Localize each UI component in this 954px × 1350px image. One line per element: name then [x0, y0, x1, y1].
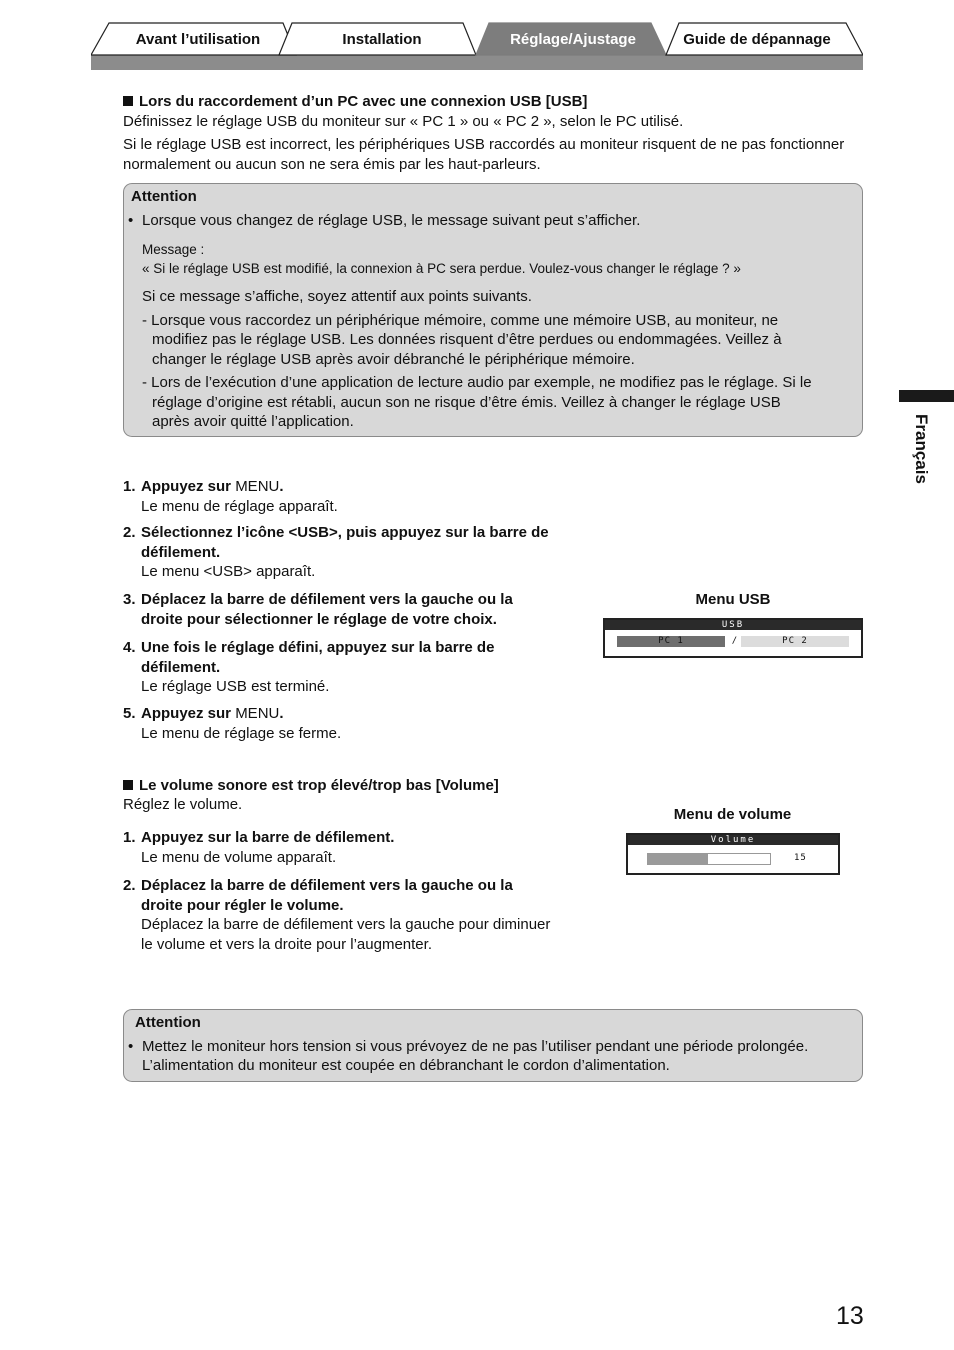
volume-menu-screen	[626, 833, 840, 875]
volume-intro: Réglez le volume.	[123, 796, 243, 813]
step-instruction-cont: défilement.	[141, 658, 221, 676]
tab-installation[interactable]: Installation	[342, 31, 422, 48]
step-number: 2.	[123, 524, 136, 541]
step-detail-cont: le volume et vers la droite pour l’augmenter.	[141, 935, 432, 953]
attention-power-line-2: L’alimentation du moniteur est coupée en débranchant le cordon d’alimentation.	[142, 1057, 670, 1074]
usb-option-pc2[interactable]: PC 2	[741, 636, 849, 647]
usb-step-5	[123, 704, 593, 743]
tab-avant-utilisation[interactable]: Avant l’utilisation	[135, 31, 261, 48]
usb-option-pc1[interactable]: PC 1	[617, 636, 725, 647]
step-instruction: Déplacez la barre de défilement vers la gauche ou la	[141, 591, 513, 608]
volume-slider-track[interactable]	[647, 853, 771, 865]
attention-item-1-line-3: changer le réglage USB après avoir débranché le périphérique mémoire.	[152, 351, 635, 368]
attention-box-power	[123, 1009, 863, 1082]
step-number: 5.	[123, 705, 136, 722]
step-number: 3.	[123, 591, 136, 608]
step-number: 4.	[123, 639, 136, 656]
tab-reglage-ajustage[interactable]: Réglage/Ajustage	[510, 31, 636, 48]
attention-item-1-line-2: modifiez pas le réglage USB. Les données risquent d’être perdues ou endommagées. Veillez à	[152, 331, 782, 348]
attention-power-line-1: Mettez le moniteur hors tension si vous prévoyez de ne pas l’utiliser pendant une période prolongée.	[142, 1038, 809, 1055]
attention-box-usb	[123, 183, 863, 437]
usb-step-2	[123, 523, 593, 582]
step-instruction: Appuyez sur	[141, 478, 236, 495]
attention-bullet: Lorsque vous changez de réglage USB, le message suivant peut s’afficher.	[142, 212, 641, 229]
usb-section-heading: Lors du raccordement d’un PC avec une connexion USB [USB]	[123, 92, 863, 112]
step-number: 1.	[123, 829, 136, 846]
step-detail: Le menu de volume apparaît.	[141, 848, 337, 866]
volume-menu-caption: Menu de volume	[673, 806, 792, 823]
step-instruction: Déplacez la barre de défilement vers la gauche ou la	[141, 877, 513, 894]
step-instruction: Appuyez sur la barre de défilement.	[141, 829, 395, 846]
volume-menu-header: Volume	[628, 835, 838, 845]
usb-menu-header: USB	[605, 620, 861, 630]
attention-item-2-line-2: réglage d’origine est rétabli, aucun son ne risque d’être émis. Veillez à changer le réglage USB	[152, 394, 781, 411]
attention-item-2-line-3: après avoir quitté l’application.	[152, 413, 354, 430]
language-tab-marker	[899, 390, 954, 402]
bullet-square-icon	[123, 780, 133, 790]
step-detail: Le menu de réglage se ferme.	[141, 724, 342, 742]
usb-note-line-1: Si le réglage USB est incorrect, les périphériques USB raccordés au moniteur risquent de ne pas fonctionner	[123, 136, 845, 153]
step-detail: Le menu de réglage apparaît.	[141, 497, 338, 515]
volume-step-1	[123, 828, 593, 867]
page-number: 13	[836, 1302, 864, 1330]
step-instruction: Appuyez sur	[141, 705, 236, 722]
menu-key-label: MENU	[235, 705, 280, 722]
bullet-square-icon	[123, 96, 133, 106]
section-tab-bar	[91, 22, 863, 70]
bullet-icon: •	[128, 1038, 134, 1055]
usb-menu-screen	[603, 618, 863, 658]
volume-section-heading: Le volume sonore est trop élevé/trop bas [Volume]	[123, 776, 863, 796]
step-number: 1.	[123, 478, 136, 495]
step-number: 2.	[123, 877, 136, 894]
volume-slider-fill	[648, 854, 708, 864]
attention-followup: Si ce message s’affiche, soyez attentif aux points suivants.	[142, 288, 532, 305]
step-detail: Le menu <USB> apparaît.	[141, 563, 316, 580]
attention-title: Attention	[135, 1014, 201, 1031]
message-label: Message :	[142, 242, 205, 257]
step-detail: Déplacez la barre de défilement vers la gauche pour diminuer	[141, 916, 551, 933]
step-period: .	[279, 478, 284, 495]
volume-step-2	[123, 876, 593, 954]
message-text: « Si le réglage USB est modifié, la connexion à PC sera perdue. Voulez-vous changer le réglage ? »	[142, 261, 741, 276]
step-instruction-cont: droite pour sélectionner le réglage de votre choix.	[141, 610, 497, 628]
usb-step-3	[123, 590, 593, 629]
attention-item-1-line-1: - Lorsque vous raccordez un périphérique mémoire, comme une mémoire USB, au moniteur, ne	[142, 312, 779, 329]
usb-option-separator: /	[731, 636, 739, 646]
usb-step-1	[123, 477, 593, 516]
attention-title: Attention	[131, 188, 197, 205]
tab-guide-depannage[interactable]: Guide de dépannage	[683, 31, 831, 48]
step-period: .	[279, 705, 284, 722]
step-detail: Le réglage USB est terminé.	[141, 678, 330, 695]
step-instruction-cont: défilement.	[141, 543, 221, 561]
usb-intro: Définissez le réglage USB du moniteur sur « PC 1 » ou « PC 2 », selon le PC utilisé.	[123, 113, 684, 130]
step-instruction: Une fois le réglage défini, appuyez sur la barre de	[141, 639, 495, 656]
usb-step-4	[123, 638, 593, 697]
step-instruction: Sélectionnez l’icône <USB>, puis appuyez sur la barre de	[141, 524, 549, 541]
bullet-icon: •	[128, 212, 134, 229]
language-label: Français	[912, 414, 931, 484]
volume-value: 15	[794, 853, 807, 863]
menu-key-label: MENU	[235, 478, 280, 495]
usb-menu-caption: Menu USB	[695, 591, 771, 608]
step-instruction-cont: droite pour régler le volume.	[141, 896, 344, 914]
attention-item-2-line-1: - Lors de l’exécution d’une application de lecture audio par exemple, ne modifiez pas le réglage. Si le	[142, 374, 812, 391]
usb-note-line-2: normalement ou aucun son ne sera émis par les haut-parleurs.	[123, 156, 541, 173]
